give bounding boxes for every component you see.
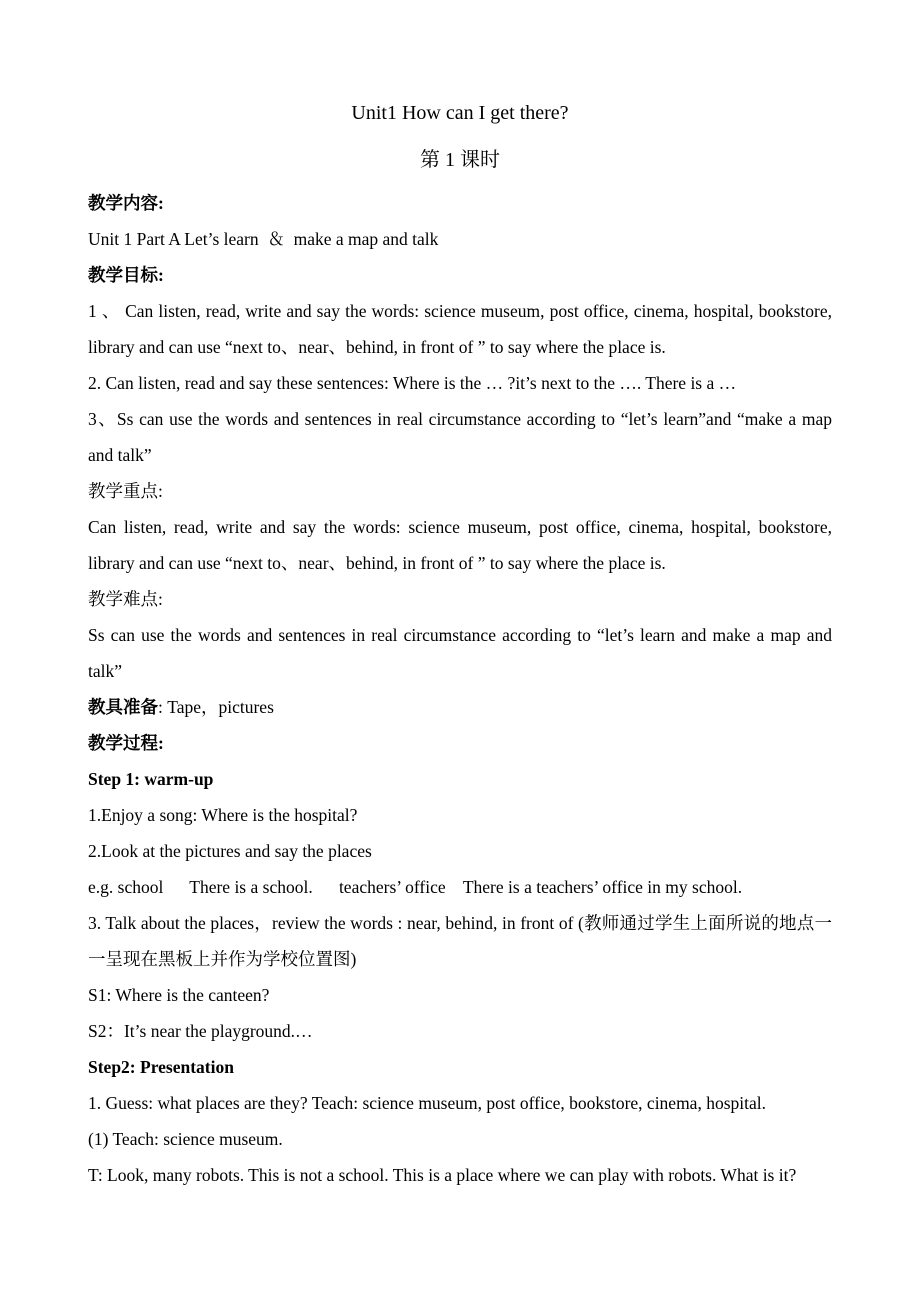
document-title: Unit1 How can I get there? (351, 102, 569, 124)
materials-label: 教具准备 (88, 697, 158, 717)
materials-line (88, 689, 832, 725)
difficulties-heading: 教学难点: (88, 589, 163, 609)
step1-heading: Step 1: warm-up (88, 769, 214, 789)
objective-item: 1 、 Can listen, read, write and say the words: science museum, post office, cinema, hospital, bookstore, library and can use “next to、near、behind, in front of ” to say where the place is. (88, 301, 832, 357)
step1-line: 3. Talk about the places，review the words : near, behind, in front of (教师通过学生上面所说的地点一一呈现在黑板上并作为学校位置图) (88, 913, 832, 969)
step1-line: e.g. school There is a school. teachers’ office There is a teachers’ office in my school. (88, 877, 743, 897)
key-points-heading: 教学重点: (88, 481, 163, 501)
content-text: Unit 1 Part A Let’s learn ＆ make a map and talk (88, 229, 439, 249)
step1-line: 2.Look at the pictures and say the places (88, 841, 372, 861)
objectives-heading: 教学目标: (88, 265, 164, 285)
key-points-text: Can listen, read, write and say the words: science museum, post office, cinema, hospital, bookstore, library and can use “next to、near、behind, in front of ” to say where the place is. (88, 517, 832, 573)
step2-line: (1) Teach: science museum. (88, 1129, 283, 1149)
materials-text: : Tape，pictures (158, 697, 274, 717)
step1-line: S2：It’s near the playground.… (88, 1021, 313, 1041)
step2-line: 1. Guess: what places are they? Teach: science museum, post office, bookstore, cinema, hospital. (88, 1093, 766, 1113)
step1-line: 1.Enjoy a song: Where is the hospital? (88, 805, 358, 825)
objective-item: 2. Can listen, read and say these sentences: Where is the … ?it’s next to the …. There is a … (88, 373, 737, 393)
step2-line: T: Look, many robots. This is not a school. This is a place where we can play with robots. What is it? (88, 1165, 797, 1185)
process-heading: 教学过程: (88, 733, 164, 753)
step2-heading: Step2: Presentation (88, 1057, 234, 1077)
lesson-number: 第 1 课时 (420, 149, 500, 171)
objective-item: 3、Ss can use the words and sentences in real circumstance according to “let’s learn”and “make a map and talk” (88, 409, 832, 465)
content-heading: 教学内容: (88, 193, 164, 213)
step1-line: S1: Where is the canteen? (88, 985, 270, 1005)
document-body (88, 185, 832, 1193)
difficulties-text: Ss can use the words and sentences in real circumstance according to “let’s learn and make a map and talk” (88, 625, 832, 681)
